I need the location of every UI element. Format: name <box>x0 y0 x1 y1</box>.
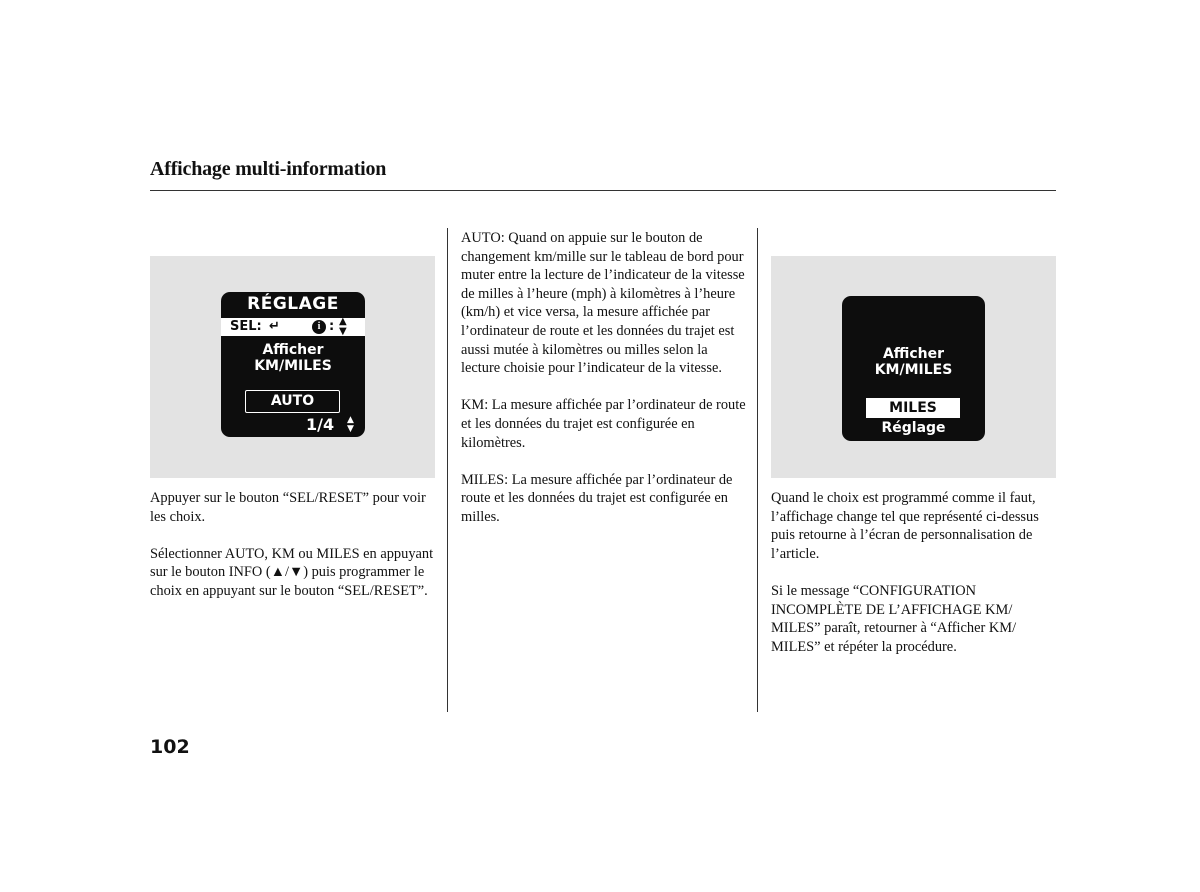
title-divider <box>150 190 1056 191</box>
paragraph: Si le message “CONFIGURATION INCOMPLÈTE DE L’AFFICHAGE KM/ MILES” paraît, retourner à “Afficher KM/ MILES” et répéter la procédure. <box>771 582 1017 655</box>
paragraph: MILES: La mesure affichée par l’ordinateur de route et les données du trajet est configurée en milles. <box>461 471 733 525</box>
lcd-screen-confirmation <box>842 296 985 441</box>
paragraph: Quand le choix est programmé comme il faut, l’affichage change tel que représenté ci-dessus puis retourne à l’écran de personnalisation de l’article. <box>771 490 1039 562</box>
lcd-footer-reglage: Réglage <box>881 420 946 436</box>
column-divider-2 <box>757 228 758 712</box>
lcd-line-km-miles: KM/MILES <box>254 358 332 374</box>
column-divider-1 <box>447 228 448 712</box>
lcd-line-km-miles: KM/MILES <box>874 362 953 378</box>
enter-icon: ↵ <box>269 319 280 334</box>
paragraph: Appuyer sur le bouton “SEL/RESET” pour voir les choix. <box>150 490 426 525</box>
lcd-page-indicator: 1/4 <box>306 415 335 434</box>
lcd-screen-settings <box>221 292 365 437</box>
lcd-selection-bar <box>221 318 365 336</box>
paragraph: AUTO: Quand on appuie sur le bouton de changement km/mille sur le tableau de bord pour muter entre la lecture de l’indicateur de la vitesse de milles à l’heure (mph) à kilomètres à l’heure (km/h) et vice versa, la mesure affichée par l’ordinateur de route et les données du trajet est aussi mutée à kilomètres ou milles selon la lecture choisie pour l’indicateur de la vitesse. <box>461 230 745 377</box>
lcd-line-afficher: Afficher <box>882 346 945 362</box>
sel-label: SEL: <box>230 319 262 334</box>
page-number: 102 <box>150 736 190 758</box>
up-down-arrows-icon: ▲ ▼ <box>339 316 347 337</box>
paragraph: KM: La mesure affichée par l’ordinateur de route et les données du trajet est configurée en kilomètres. <box>461 397 746 451</box>
page-title: Affichage multi-information <box>150 158 387 180</box>
column-2-text <box>461 229 746 545</box>
lcd-heading: RÉGLAGE <box>247 294 339 314</box>
column-1-text <box>150 489 435 619</box>
info-icon: i <box>312 320 326 334</box>
lcd-option-auto: AUTO <box>245 390 340 413</box>
lcd-line-afficher: Afficher <box>262 342 324 358</box>
figure-confirmation-display <box>771 256 1056 478</box>
page-arrows-icon: ▲ ▼ <box>347 415 354 434</box>
paragraph: Sélectionner AUTO, KM ou MILES en appuyant sur le bouton INFO (▲/▼) puis programmer le choix en appuyant sur le bouton “SEL/RESET”. <box>150 545 434 599</box>
lcd-selected-miles: MILES <box>866 398 960 418</box>
column-3-text <box>771 489 1061 675</box>
info-colon: : <box>329 319 335 334</box>
figure-settings-display <box>150 256 435 478</box>
